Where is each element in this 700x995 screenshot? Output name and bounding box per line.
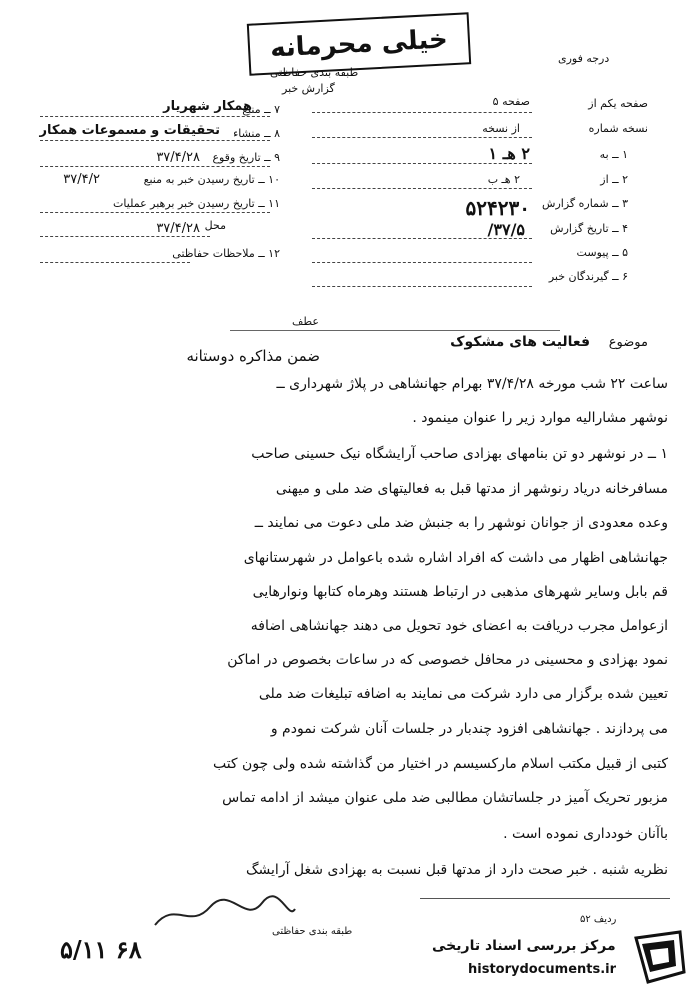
watermark-url: historydocuments.ir bbox=[468, 962, 617, 977]
body-line: تعیین شده برگزار می دارد شرکت می نمایند به اضافه تبلیغات ضد ملی bbox=[258, 686, 668, 702]
field-value-from: ۲ هـ ب bbox=[487, 173, 520, 186]
field-line bbox=[312, 163, 532, 164]
watermark-persian: مرکز بررسی اسناد تاریخی bbox=[432, 938, 616, 954]
field-line bbox=[312, 262, 532, 263]
stamp-subtitle: طبقه بندی حفاظتی bbox=[270, 66, 359, 79]
field-line bbox=[40, 116, 270, 117]
body-line: نمود بهزادی و محسینی در محافل خصوصی که در ساعات بخصوص در اماکن bbox=[227, 652, 668, 668]
field-line bbox=[312, 188, 532, 189]
field-label-page: صفحه یکم از bbox=[588, 97, 648, 110]
body-line: کتبی از قبیل مکتب اسلام مارکسیسم در اختیار من گذاشته شده ولی چون کتب bbox=[212, 756, 668, 772]
body-line: ۱ ــ در نوشهر دو تن بنامهای بهزادی صاحب آرایشگاه نیک حسینی صاحب bbox=[251, 446, 668, 462]
body-line: نوشهر مشارالیه موارد زیر را عنوان مینمود . bbox=[412, 410, 668, 426]
body-line: مزبور تحریک آمیز در جلساتشان مطالبی ضد ملی عنوان میشد از ادامه تماس bbox=[222, 790, 668, 806]
field-label-copy: نسخه شماره bbox=[588, 122, 648, 135]
field-label-recipients: ۶ ــ گیرندگان خبر bbox=[548, 270, 628, 283]
subject-underline bbox=[230, 330, 560, 331]
field-line bbox=[312, 286, 532, 287]
footer-classification: طبقه بندی حفاظتی bbox=[272, 926, 353, 937]
field-line bbox=[40, 262, 190, 263]
field-value-report-date: ۳۷/۵/ bbox=[487, 220, 525, 239]
archive-logo-icon bbox=[628, 928, 690, 986]
field-label-source: ۷ ــ منبع bbox=[242, 103, 280, 116]
body-line: نظریه شنبه . خبر صحت دارد از مدتها قبل نسبت به بهزادی شغل آرایشگ bbox=[246, 862, 668, 878]
body-line: قم بابل وسایر شهرهای مذهبی در ارتباط هستند وهرماه کتابها ونوارهایی bbox=[252, 584, 668, 600]
field-value-source: همکار شهریار bbox=[163, 99, 252, 114]
field-value-place: ۳۷/۴/۲۸ bbox=[156, 221, 200, 236]
subject-label: موضوع bbox=[608, 335, 648, 350]
body-line: باآنان خودداری نموده است . bbox=[503, 826, 668, 842]
field-label-to: ۱ ــ به bbox=[599, 148, 628, 161]
stamp-text: خیلی محرمانه bbox=[269, 24, 449, 64]
priority-label: درجه فوری bbox=[558, 52, 610, 65]
field-value-occurrence-date: ۳۷/۴/۲۸ bbox=[156, 150, 200, 165]
field-label-from: ۲ ــ از bbox=[600, 173, 628, 186]
field-label-security-notes: ۱۲ ــ ملاحظات حفاظتی bbox=[172, 247, 280, 260]
field-value-to: ۲ هـ ۱ bbox=[488, 144, 530, 163]
reference-label: عطف bbox=[292, 315, 319, 328]
body-line: ساعت ۲۲ شب مورخه ۳۷/۴/۲۸ بهرام جهانشاهی در پلاژ شهرداری ــ bbox=[276, 376, 668, 392]
field-line bbox=[40, 140, 270, 141]
body-line: می پردازند . جهانشاهی افزود چندبار در جلسات آنان شرکت نمودم و bbox=[270, 721, 668, 737]
field-line bbox=[40, 212, 270, 213]
field-line bbox=[40, 236, 210, 237]
handwritten-note: ۶۸ ۵/۱۱ bbox=[60, 935, 142, 964]
report-label: گزارش خبر bbox=[282, 82, 335, 95]
field-label-occurrence-date: ۹ ــ تاریخ وقوع bbox=[212, 151, 280, 164]
field-value-receipt-date: ۳۷/۴/۲ bbox=[63, 172, 100, 187]
body-line: جهانشاهی اظهار می داشت که افراد اشاره شده باعوامل در شهرستانهای bbox=[243, 550, 668, 566]
field-value-copy: از نسخه bbox=[482, 122, 520, 135]
field-value-origin: تحقیقات و مسموعات همکار bbox=[39, 123, 220, 138]
field-label-place: محل bbox=[204, 219, 226, 232]
field-line bbox=[40, 166, 270, 167]
field-label-report-number: ۳ ــ شماره گزارش bbox=[542, 197, 628, 210]
subject-context: ضمن مذاکره دوستانه bbox=[186, 347, 320, 365]
field-line bbox=[312, 238, 532, 239]
field-value-report-number: ۵۲۴۲۳۰ bbox=[465, 196, 530, 220]
field-label-attachment: ۵ ــ پیوست bbox=[576, 246, 628, 259]
field-value-page: صفحه ۵ bbox=[492, 95, 530, 108]
field-line bbox=[312, 112, 532, 113]
body-line: وعده معدودی از جوانان نوشهر را به جنبش ضد ملی دعوت می نمایند ــ bbox=[254, 515, 668, 531]
field-label-receipt-date: ۱۰ ــ تاریخ رسیدن خبر به منبع bbox=[143, 173, 280, 186]
field-line bbox=[312, 137, 532, 138]
footer-rule bbox=[420, 898, 670, 899]
body-line: مسافرخانه دریاد رنوشهر از مدتها قبل به فعالیتهای ضد ملی و میهنی bbox=[275, 481, 668, 497]
subject-value: فعالیت های مشکوک bbox=[450, 334, 590, 350]
form-code: ردیف ۵۲ bbox=[580, 914, 617, 925]
field-label-leader-date: ۱۱ ــ تاریخ رسیدن خبر برهبر عملیات bbox=[113, 197, 280, 210]
body-line: ازعوامل مجرب دریافت به اعضای خود تحویل می دهند جهانشاهی اضافه bbox=[250, 618, 668, 634]
field-label-report-date: ۴ ــ تاریخ گزارش bbox=[550, 222, 628, 235]
field-label-origin: ۸ ــ منشاء bbox=[233, 127, 280, 140]
